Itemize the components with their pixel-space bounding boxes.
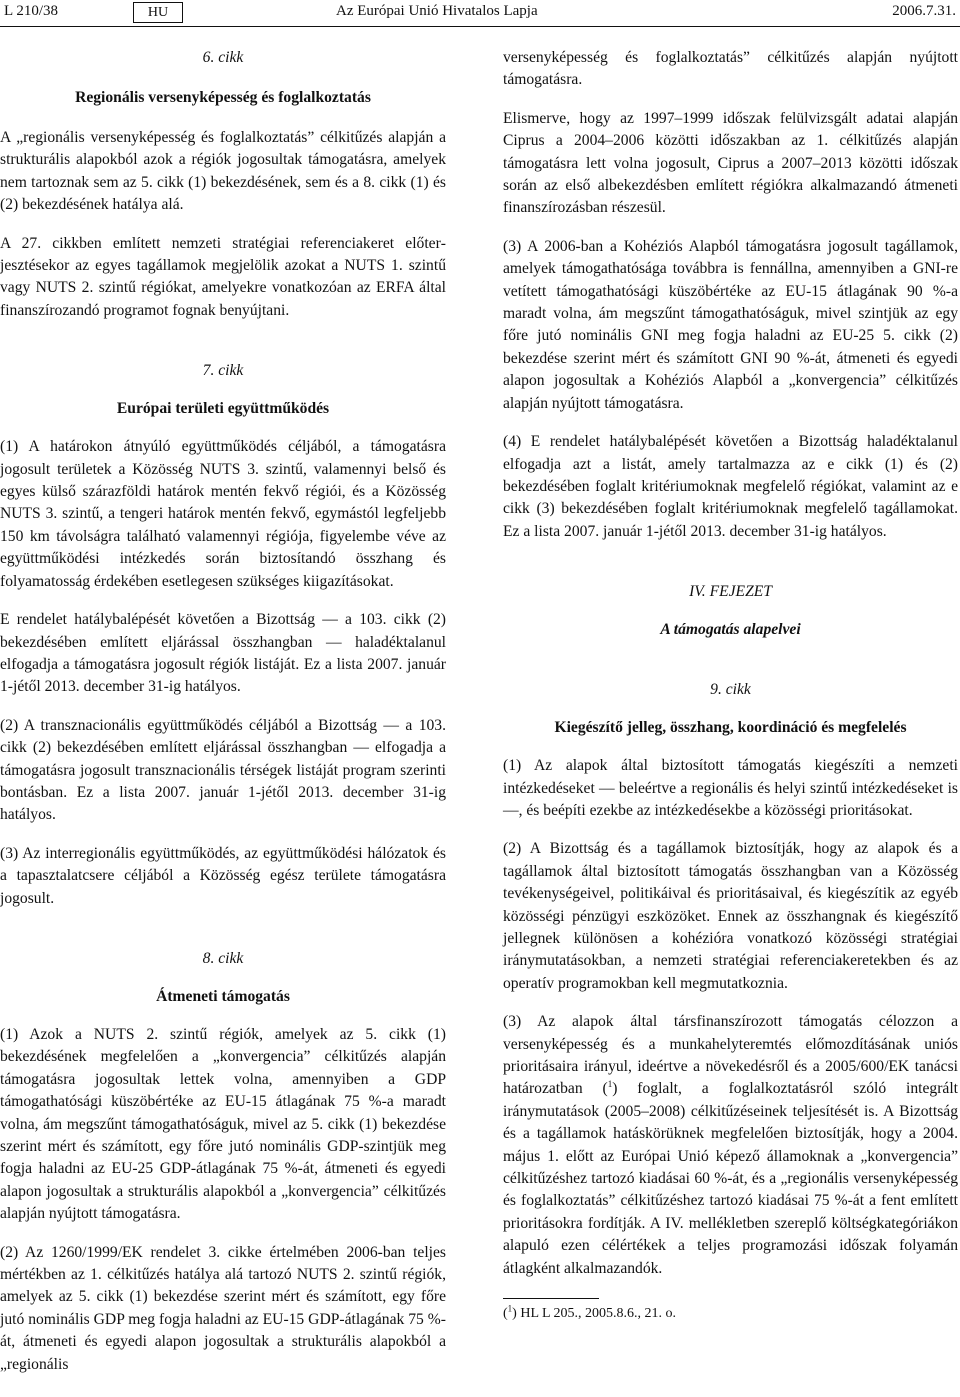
article-6-paragraph-1: A „regionális versenyképesség és foglalkoztatás” célkitűzés alapján a strukturális alapokból azok a régiók jogosultak támogatásra, amelyek nem tartoznak sem az 5. cikk (1) bekezdésének, sem és a 8. cikk (1) és (2) bekezdésének hatálya alá. bbox=[0, 129, 446, 214]
article-7-paragraph-2: E rendelet hatálybalépését követően a Bizottság — a 103. cikk (2) bekezdésében említett eljárással összhangban — haladéktalanul elfogadja a támogatásra jogosult régiók listáját. Ez a lista 2007. január 1-jétől 2013. december 31-ig hatályos. bbox=[0, 611, 446, 696]
page-header bbox=[0, 0, 960, 27]
journal-title: Az Európai Unió Hivatalos Lapja bbox=[336, 3, 538, 19]
article-7-title: Európai területi együttműködés bbox=[116, 400, 330, 418]
article-7-paragraph-4: (3) Az interregionális együttműködés, az együttműködési hálózatok és a tapasztalatcsere céljából a Közösség egész területe támogatásra jogosult. bbox=[0, 844, 446, 907]
article-6-number: 6. cikk bbox=[202, 49, 244, 66]
article-8-paragraph-1: (1) Azok a NUTS 2. szintű régiók, amelyek az 5. cikk (1) bekezdésének megfelelően a „konvergencia” célkitűzés alapján támogatásra jogosultak lettek volna, amennyiben a GDP támogathatósági küszöbértéke az EU-15 átlagának 75 %-a maradt volna, ám megszűnt támogathatóságuk, mivel az 5. cikk (1) bekezdése szerint mért és számított, egy főre jutó nominális GDP-szintjük meg fogja haladni az EU-25 GDP-átlagának 75 %-át, átmeneti és egyedi alapon jogosultak a strukturális alapokból a „konvergencia” célkitűzés alapján nyújtott támogatásra. bbox=[0, 1025, 446, 1223]
article-8-number: 8. cikk bbox=[202, 949, 244, 967]
footnote-reference: 1 bbox=[607, 1079, 613, 1090]
article-9-title: Kiegészítő jelleg, összhang, koordináció és megfelelés bbox=[554, 719, 907, 737]
right-column bbox=[503, 47, 958, 1323]
article-7-paragraph-3: (2) A transznacionális együttműködés céljából a Bizottság — a 103. cikk (2) bekezdésében említett eljárással összhangban — elfogadja a támogatásra jogosult transznacionális térségek listáját program szerinti bontásban. Ez a lista 2007. január 1-jétől 2013. december 31-ig hatályos. bbox=[0, 716, 446, 824]
footnote: ($^1$) HL L 205., 2005.8.6., 21. o. bbox=[503, 1303, 677, 1322]
article-6-paragraph-2: A 27. cikkben említett nemzeti stratégiai referenciakeret előterjesztésekor az egyes tagállamok megjelölik azokat a NUTS 1. szintű vagy NUTS 2. szintű régiókat, amelyekre vonatkozóan az ERFA által finanszírozandó programot fognak benyújtani. bbox=[0, 234, 446, 319]
article-6-title: Regionális versenyképesség és foglalkoztatás bbox=[75, 89, 371, 106]
article-8-cyprus-paragraph: Elismerve, hogy az 1997–1999 időszak felülvizsgált adatai alapján Ciprus a 2004–2006 közötti időszakban az 1. célkitűzés alapján támogatásra lett volna jogosult, Ciprus a 2007–2013 közötti időszak során az első albekezdésben említett régiókra alkalmazandó átmeneti finanszírozásban részesül. bbox=[503, 109, 958, 217]
article-9-number: 9. cikk bbox=[710, 681, 751, 699]
issue-date: 2006.7.31. bbox=[892, 3, 956, 19]
article-7-paragraph-1: (1) A határokon átnyúló együttműködés céljából, a támogatásra jogosult területek a Közösség NUTS 3. szintű, valamennyi belső és egyes külső szárazföldi határok mentén fekvő régiói, és a Közösség NUTS 3. szintű, a tengeri határok mentén fekvő, egymástól legfeljebb 150 km távolságra található valamennyi régiója, figyelembe véve az együttműködési intézkedés során biztosítandó összhang és folyamatosság érdekében esetlegesen szükséges kiigazításokat. bbox=[0, 438, 446, 590]
left-column bbox=[0, 47, 446, 1376]
chapter-number: IV. FEJEZET bbox=[689, 583, 772, 601]
article-9-paragraph-2: (2) A Bizottság és a tagállamok biztosítják, hogy az alapok és a tagállamok által biztosított támogatás összhangban van a Közösség tevékenységeivel, politikáival és prioritásaival, és kiegészítik az egyéb közösségi pénzügyi eszközöket. Ennek az összhangnak és kiegészítő jellegnek különösen a kohézióra vonatkozó közösségi stratégiai iránymutatásokban, a nemzeti stratégiai referenciakeretekben és az operatív programokban kell megmutatkoznia. bbox=[503, 840, 958, 992]
article-8-title: Átmeneti támogatás bbox=[156, 987, 290, 1005]
article-8-paragraph-2: (2) Az 1260/1999/EK rendelet 3. cikke értelmében 2006-ban teljes mértékben az 1. célkitűzés hatálya alá tartozó NUTS 2. szintű régiók, amelyek az 5. cikk (1) bekezdése szerint mért és számított, egy főre jutó nominális GDP meg fogja haladni az EU-15 GDP-átlagának 75 %-át, átmeneti és egyedi alapon jogosultak a strukturális alapokból a „regionális bbox=[0, 1243, 446, 1373]
footnote-mark: 1 bbox=[507, 1303, 513, 1314]
article-9-paragraph-3: (3) Az alapok által társfinanszírozott támogatás célozzon a versenyképesség és a munkahelyteremtés előmozdításának uniós prioritásaira irányul, ideértve a növekedésről és a 2005/600/EK tanácsi határozatban ($^1$) foglalt, a foglalkoztatásról szóló integrált iránymutatások (2005–2008) célkitűzéseinek teljesítését is. A Bizottság és a tagállamok hatáskörüknek megfelelően biztosítják, hogy a 2004. május 1. előtt az Európai Unió képező államoknak a „konvergencia” célkitűzéshez tartozó kiadásai 60 %-át, és a „regionális versenyképesség és foglalkoztatás” célkitűzéshez tartozó kiadásai 75 %-át a fent említett prioritásokra fordítják. A IV. mellékletben szereplő költségkategóriákon alapuló ezen célértékek a teljes programozási időszak folyamán átlagként alkalmazandók. bbox=[503, 1013, 959, 1277]
article-8-paragraph-4: (4) E rendelet hatálybalépését követően a Bizottság haladéktalanul elfogadja azt a listát, amely tartalmazza az e cikk (1) és (2) bekezdésében foglalt kritériumoknak megfelelő régiókat, valamint az e cikk (3) bekezdésében foglalt kritériumoknak megfelelő tagállamokat. Ez a lista 2007. január 1-jétől 2013. december 31-ig hatályos. bbox=[503, 433, 958, 540]
chapter-title: A támogatás alapelvei bbox=[660, 621, 801, 639]
article-9-paragraph-1: (1) Az alapok által biztosított támogatás kiegészíti a nemzeti intézkedéseket — beleértve a regionális és helyi szintű intézkedéseket is —, és beépíti ezekbe az intézkedésekbe a közösségi prioritásokat. bbox=[503, 757, 958, 819]
article-8-continuation: versenyképesség és foglalkoztatás” célkitűzés alapján nyújtott támogatásra. bbox=[503, 49, 958, 89]
article-8-paragraph-3: (3) A 2006-ban a Kohéziós Alapból támogatásra jogosult tagállamok, amelyek támogathatósága továbbra is fennállna, amennyiben a GNI-re vetített támogathatósági küszöbértéke az EU-15 átlagának 90 %-a maradt volna, ám megszűnt támogathatóságuk, mivel szintjük az egy főre jutó nominális GNI meg fogja haladni az EU-25 5. cikk (2) bekezdése szerint mért és számított GNI 90 %-át, átmeneti és egyedi alapon jogosultak a Kohéziós Alapból a „konvergencia” célkitűzés alapján nyújtott támogatásra. bbox=[503, 237, 958, 412]
page-number: L 210/38 bbox=[4, 3, 59, 19]
footnote-text: HL L 205., 2005.8.6., 21. o. bbox=[520, 1306, 677, 1322]
language-code-box: HU bbox=[133, 2, 183, 23]
article-7-number: 7. cikk bbox=[202, 362, 244, 380]
